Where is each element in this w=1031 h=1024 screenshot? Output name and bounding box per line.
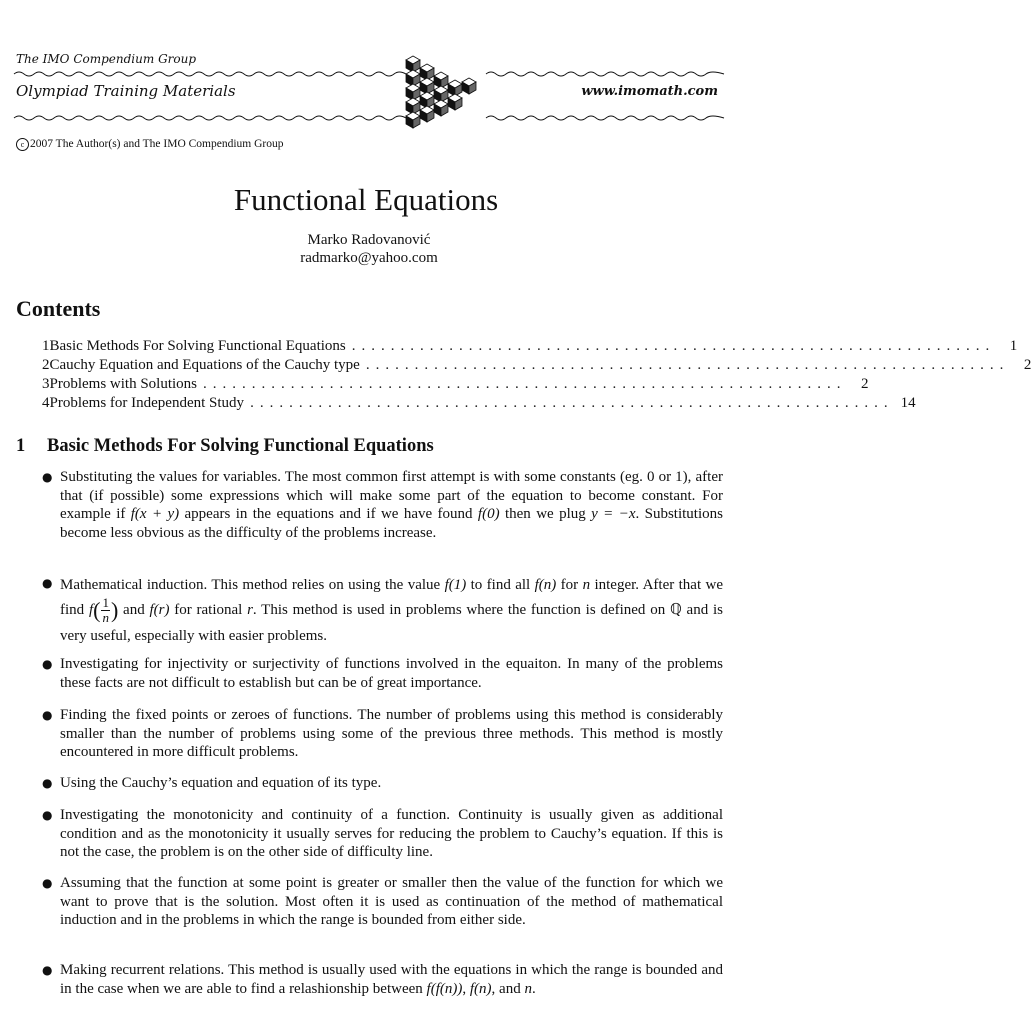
math-fraction	[101, 596, 110, 625]
header-group-name: The IMO Compendium Group	[16, 52, 197, 66]
toc-entry-number: 3	[42, 376, 50, 392]
math-paren: (	[93, 597, 101, 623]
copyright-symbol: c	[16, 138, 29, 151]
toc-entry-page: 1	[1009, 338, 1018, 354]
bullet-icon: ●	[42, 470, 53, 484]
item-text: Mathematical induction. This method relies on using the value	[60, 577, 445, 593]
math-expression: f(1)	[444, 577, 467, 593]
document-title: Functional Equations	[233, 182, 499, 217]
bullet-icon: ●	[42, 576, 53, 590]
item-text: . This method is used in problems where the function is defined on	[252, 601, 670, 618]
toc-entry-number: 4	[42, 395, 50, 411]
list-item	[60, 961, 723, 998]
item-text: ,	[462, 980, 470, 997]
section-number: 1	[16, 436, 26, 456]
toc-entry[interactable]	[42, 376, 869, 395]
math-expression: f(r)	[149, 601, 170, 618]
toc-entry-page: 2	[1023, 357, 1031, 373]
header-wave-divider	[486, 70, 724, 78]
list-item: Investigating for injectivity or surjectivity of functions involved in the equaiton. In many of the problems these facts are not difficult to establish but can be of great importance.	[60, 656, 723, 691]
toc-entry[interactable]	[42, 357, 1031, 376]
math-expression: f(x + y)	[130, 506, 180, 522]
item-text: then we plug	[499, 506, 592, 522]
toc-entry-title: Basic Methods For Solving Functional Equations	[49, 338, 346, 354]
math-expression: f(f(n))	[426, 980, 463, 997]
bullet-icon: ●	[42, 657, 53, 671]
section-title: Basic Methods For Solving Functional Equations	[47, 436, 434, 456]
toc-entry-title: Cauchy Equation and Equations of the Cauchy type	[49, 357, 360, 373]
item-text: appears in the equations and if we have found	[179, 506, 478, 522]
item-text: Making recurrent relations. This method is usually used with the equations in which the range is bounded and in the case when we are able to find a relashionship between	[60, 962, 723, 997]
copyright-notice	[16, 138, 284, 151]
bullet-icon: ●	[42, 876, 53, 890]
header-url: www.imomath.com	[581, 84, 718, 99]
list-item: Assuming that the function at some point is greater or smaller then the value of the function for which we want to prove that is the solution. Most often it is used as continuation of the method of mathematical induction and in the problems in which the range is bounded from either side.	[60, 875, 723, 928]
contents-heading: Contents	[16, 296, 101, 321]
fraction-numerator: 1	[102, 595, 109, 610]
toc-dot-leader: ..................................................................	[351, 338, 996, 354]
bullet-icon: ●	[42, 808, 53, 822]
item-text: for	[556, 577, 583, 593]
item-text: to find all	[466, 577, 535, 593]
item-text: Substituting the values for variables. The most common first attempt is with some constants (eg. 0 or 1), after that (if possible) some expressions which will make some part of the equation to become constant. For example if	[60, 469, 723, 522]
math-expression: y = −x	[591, 506, 636, 522]
bullet-icon: ●	[42, 963, 53, 977]
item-text: . Substitutions become less obvious as the difficulty of the problems increase.	[60, 506, 723, 541]
item-text: and is very useful, especially with easier problems.	[60, 601, 723, 644]
math-expression: f(n)	[469, 980, 492, 997]
math-expression: f(n)	[534, 577, 557, 593]
math-expression: f	[88, 601, 94, 618]
item-text: , and	[491, 980, 525, 997]
toc-dot-leader: ..................................................................	[203, 376, 847, 392]
copyright-text: 2007 The Author(s) and The IMO Compendium Group	[30, 138, 284, 150]
math-expression: n	[524, 980, 532, 997]
list-item: Investigating the monotonicity and continuity of a function. Continuity is usually given as additional condition and as the monotonicity it usually serves for reducing the problem to Cauchy’s equation. If this is not the case, the problem is on the other side of difficulty line.	[60, 807, 723, 860]
toc-entry-page: 2	[861, 376, 869, 392]
fraction-denominator: n	[102, 610, 109, 625]
item-text: and	[118, 601, 150, 618]
math-expression: n	[582, 577, 591, 593]
item-text: .	[531, 980, 536, 997]
toc-entry-title: Problems for Independent Study	[49, 395, 245, 411]
section-heading	[16, 436, 434, 457]
toc-dot-leader: ..................................................................	[365, 357, 1010, 373]
author-name: Marko Radovanović	[307, 232, 431, 248]
toc-entry[interactable]	[42, 395, 916, 414]
math-expression: ℚ	[669, 601, 682, 618]
author-email: radmarko@yahoo.com	[300, 250, 438, 266]
toc-entry-number: 1	[42, 338, 50, 354]
header-wave-divider	[486, 114, 724, 122]
math-paren: )	[110, 597, 119, 623]
list-item: Finding the fixed points or zeroes of functions. The number of problems using this method is considerably smaller than the number of problems using some of the previous three methods. This method is mostly encountered in more difficult problems.	[60, 707, 723, 760]
toc-entry-title: Problems with Solutions	[49, 376, 198, 392]
imo-cubes-logo	[404, 54, 486, 128]
item-text: integer. After that we find	[60, 577, 724, 618]
math-expression: f(0)	[477, 506, 500, 522]
toc-entry-number: 2	[42, 357, 50, 373]
toc-dot-leader: ..................................................................	[250, 395, 894, 411]
math-expression: r	[247, 601, 253, 618]
header-wave-divider	[14, 70, 406, 78]
list-item	[60, 574, 723, 647]
toc-entry-page: 14	[900, 395, 916, 411]
header-series-title: Olympiad Training Materials	[16, 82, 236, 100]
item-text: for rational	[169, 601, 248, 618]
bullet-icon: ●	[42, 708, 53, 722]
list-item: Using the Cauchy’s equation and equation of its type.	[60, 775, 382, 791]
bullet-icon: ●	[42, 776, 53, 790]
toc-entry[interactable]	[42, 338, 1018, 357]
list-item	[60, 468, 723, 542]
header-wave-divider	[14, 114, 406, 122]
